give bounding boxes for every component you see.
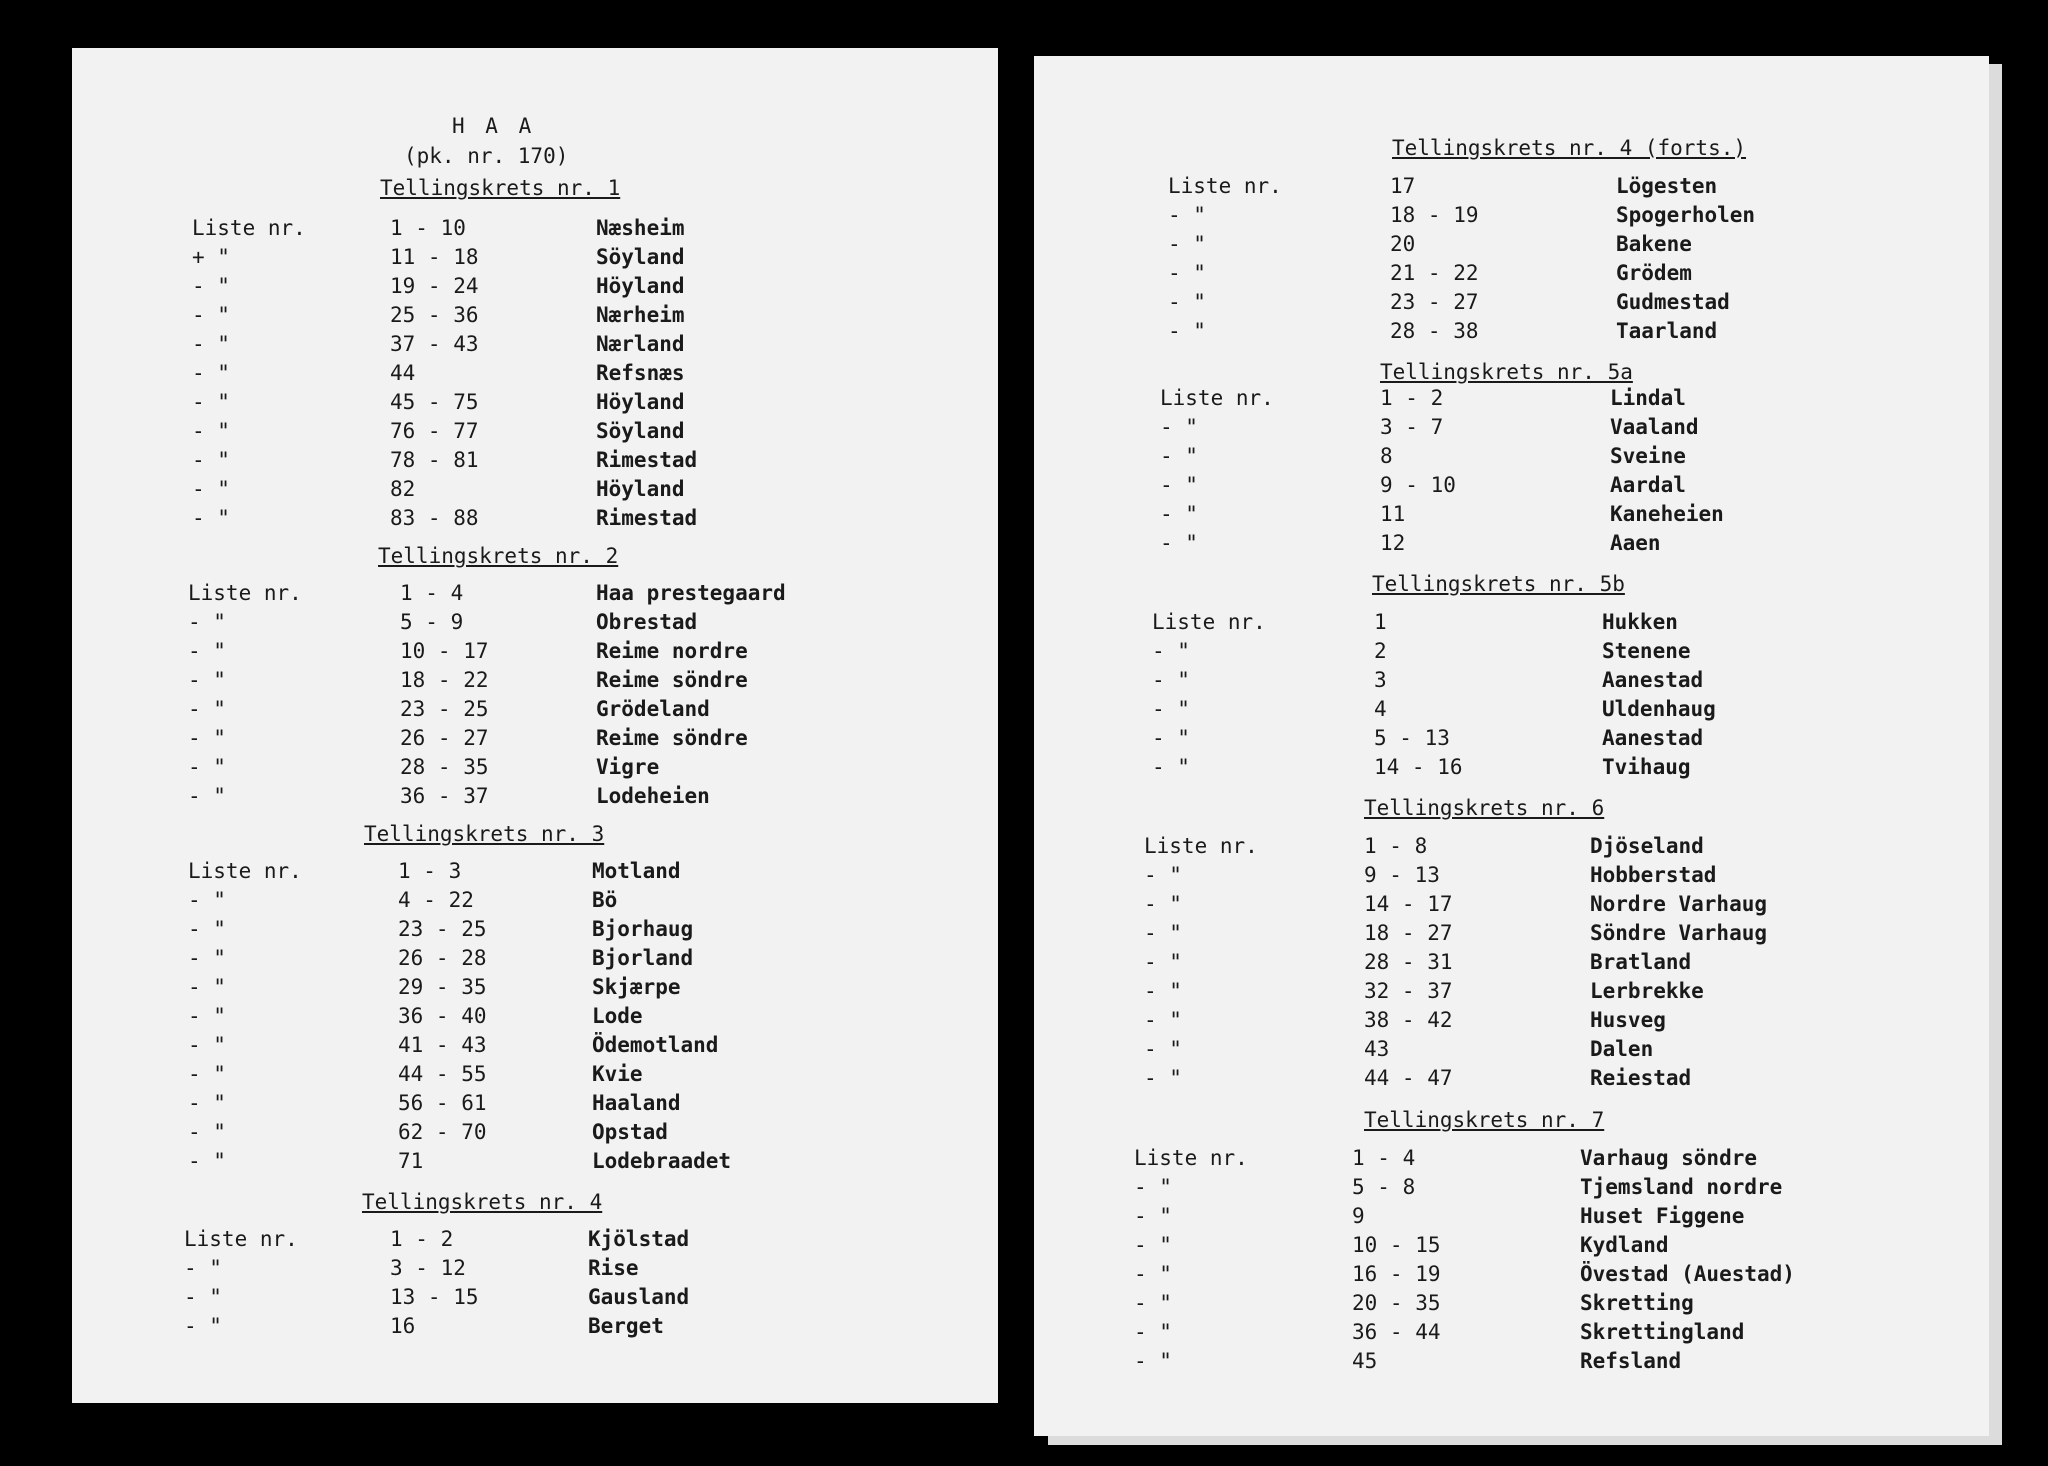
list-row <box>1034 610 1989 639</box>
farm-name: Aanestad <box>1602 726 1704 750</box>
list-number-label: - " <box>192 274 230 298</box>
list-number-label: - " <box>192 506 230 530</box>
list-range: 1 <box>1374 610 1387 634</box>
list-range: 20 <box>1390 232 1416 256</box>
list-range: 9 - 13 <box>1364 863 1440 887</box>
list-row <box>72 1091 998 1120</box>
list-range: 9 <box>1352 1204 1365 1228</box>
list-row <box>1034 531 1989 560</box>
farm-name: Refsnæs <box>596 361 685 385</box>
list-number-label: - " <box>1144 979 1182 1003</box>
farm-name: Vigre <box>596 755 660 779</box>
list-number-label: - " <box>1144 950 1182 974</box>
list-range: 26 - 28 <box>398 946 487 970</box>
farm-name: Nordre Varhaug <box>1590 892 1768 916</box>
list-range: 16 <box>390 1314 416 1338</box>
list-row <box>1034 668 1989 697</box>
list-number-label: - " <box>188 1149 226 1173</box>
list-range: 1 - 2 <box>390 1227 454 1251</box>
list-range: 82 <box>390 477 416 501</box>
farm-name: Haa prestegaard <box>596 581 786 605</box>
farm-name: Bakene <box>1616 232 1692 256</box>
list-range: 10 - 17 <box>400 639 489 663</box>
list-row <box>1034 174 1989 203</box>
list-number-label: - " <box>1144 892 1182 916</box>
list-number-label: - " <box>188 668 226 692</box>
list-number-label: - " <box>1168 319 1206 343</box>
list-row <box>1034 444 1989 473</box>
list-row <box>1034 1204 1989 1233</box>
list-range: 1 - 4 <box>1352 1146 1416 1170</box>
farm-name: Höyland <box>596 274 685 298</box>
list-number-label: - " <box>1160 444 1198 468</box>
list-row <box>72 975 998 1004</box>
list-row <box>1034 1037 1989 1066</box>
list-number-label: - " <box>1144 1066 1182 1090</box>
list-range: 44 - 55 <box>398 1062 487 1086</box>
farm-name: Huset Figgene <box>1580 1204 1745 1228</box>
list-row <box>1034 834 1989 863</box>
list-number-label: - " <box>188 697 226 721</box>
list-range: 4 <box>1374 697 1387 721</box>
farm-name: Nærland <box>596 332 685 356</box>
list-number-label: - " <box>188 784 226 808</box>
farm-name: Rimestad <box>596 506 698 530</box>
list-range: 3 - 12 <box>390 1256 466 1280</box>
list-row <box>72 477 998 506</box>
list-row <box>1034 1233 1989 1262</box>
section-heading: Tellingskrets nr. 5a <box>1380 360 1633 384</box>
farm-name: Tvihaug <box>1602 755 1691 779</box>
list-range: 76 - 77 <box>390 419 479 443</box>
farm-name: Haaland <box>592 1091 681 1115</box>
farm-name: Skrettingland <box>1580 1320 1745 1344</box>
list-row <box>72 755 998 784</box>
list-number-label: - " <box>1168 261 1206 285</box>
list-number-label: - " <box>188 1120 226 1144</box>
farm-name: Hukken <box>1602 610 1678 634</box>
list-range: 19 - 24 <box>390 274 479 298</box>
list-range: 11 - 18 <box>390 245 479 269</box>
farm-name: Nærheim <box>596 303 685 327</box>
list-range: 12 <box>1380 531 1406 555</box>
page-title: H A A <box>452 114 536 138</box>
list-number-label: + " <box>192 245 230 269</box>
list-row <box>72 1314 998 1343</box>
farm-name: Djöseland <box>1590 834 1704 858</box>
list-number-label: - " <box>192 477 230 501</box>
list-range: 1 - 8 <box>1364 834 1428 858</box>
farm-name: Aanestad <box>1602 668 1704 692</box>
list-row <box>1034 979 1989 1008</box>
farm-name: Obrestad <box>596 610 698 634</box>
list-range: 45 <box>1352 1349 1378 1373</box>
list-range: 5 - 9 <box>400 610 464 634</box>
list-number-label: - " <box>192 303 230 327</box>
list-number-label: - " <box>1160 531 1198 555</box>
farm-name: Motland <box>592 859 681 883</box>
list-number-label: - " <box>1134 1204 1172 1228</box>
list-number-label: - " <box>1134 1262 1172 1286</box>
list-row <box>72 1120 998 1149</box>
list-number-label: - " <box>188 1004 226 1028</box>
list-row <box>1034 415 1989 444</box>
list-range: 37 - 43 <box>390 332 479 356</box>
farm-name: Höyland <box>596 390 685 414</box>
list-number-label: - " <box>1134 1175 1172 1199</box>
list-range: 28 - 35 <box>400 755 489 779</box>
farm-name: Lode <box>592 1004 643 1028</box>
farm-name: Hobberstad <box>1590 863 1717 887</box>
list-range: 62 - 70 <box>398 1120 487 1144</box>
farm-name: Vaaland <box>1610 415 1699 439</box>
list-range: 25 - 36 <box>390 303 479 327</box>
list-range: 23 - 27 <box>1390 290 1479 314</box>
list-row <box>72 697 998 726</box>
farm-name: Reiestad <box>1590 1066 1692 1090</box>
list-number-label: - " <box>188 1091 226 1115</box>
list-range: 29 - 35 <box>398 975 487 999</box>
list-number-label: - " <box>1168 290 1206 314</box>
farm-name: Tjemsland nordre <box>1580 1175 1783 1199</box>
farm-name: Aardal <box>1610 473 1686 497</box>
farm-name: Næsheim <box>596 216 685 240</box>
list-row <box>72 506 998 535</box>
list-row <box>72 726 998 755</box>
list-range: 36 - 40 <box>398 1004 487 1028</box>
section-heading: Tellingskrets nr. 1 <box>380 176 621 200</box>
list-row <box>72 390 998 419</box>
list-number-label: - " <box>188 1033 226 1057</box>
list-number-label: - " <box>188 888 226 912</box>
list-number-label: - " <box>192 361 230 385</box>
list-range: 45 - 75 <box>390 390 479 414</box>
list-range: 14 - 16 <box>1374 755 1463 779</box>
list-row <box>1034 203 1989 232</box>
list-range: 17 <box>1390 174 1416 198</box>
section-heading: Tellingskrets nr. 5b <box>1372 572 1625 596</box>
list-number-label: Liste nr. <box>188 581 302 605</box>
farm-name: Skjærpe <box>592 975 681 999</box>
list-range: 28 - 31 <box>1364 950 1453 974</box>
list-number-label: - " <box>1152 697 1190 721</box>
list-row <box>72 1285 998 1314</box>
list-range: 43 <box>1364 1037 1390 1061</box>
list-row <box>1034 232 1989 261</box>
list-number-label: - " <box>188 975 226 999</box>
list-row <box>1034 1291 1989 1320</box>
section-heading: Tellingskrets nr. 3 <box>364 822 605 846</box>
list-number-label: - " <box>184 1256 222 1280</box>
farm-name: Spogerholen <box>1616 203 1756 227</box>
list-number-label: - " <box>1160 415 1198 439</box>
farm-name: Varhaug söndre <box>1580 1146 1758 1170</box>
section-heading: Tellingskrets nr. 7 <box>1364 1108 1605 1132</box>
list-range: 32 - 37 <box>1364 979 1453 1003</box>
list-range: 1 - 2 <box>1380 386 1444 410</box>
farm-name: Opstad <box>592 1120 668 1144</box>
list-number-label: - " <box>1168 232 1206 256</box>
list-range: 56 - 61 <box>398 1091 487 1115</box>
list-row <box>72 1062 998 1091</box>
list-number-label: - " <box>188 946 226 970</box>
list-row <box>72 668 998 697</box>
farm-name: Reime nordre <box>596 639 748 663</box>
farm-name: Refsland <box>1580 1349 1682 1373</box>
list-range: 5 - 8 <box>1352 1175 1416 1199</box>
list-row <box>1034 319 1989 348</box>
list-number-label: - " <box>188 1062 226 1086</box>
list-number-label: - " <box>1152 726 1190 750</box>
farm-name: Gausland <box>588 1285 690 1309</box>
list-number-label: - " <box>1168 203 1206 227</box>
section-heading: Tellingskrets nr. 4 (forts.) <box>1392 136 1747 160</box>
list-row <box>1034 1175 1989 1204</box>
list-row <box>72 610 998 639</box>
list-row <box>1034 473 1989 502</box>
list-number-label: - " <box>188 726 226 750</box>
list-number-label: - " <box>188 639 226 663</box>
list-row <box>72 332 998 361</box>
list-number-label: - " <box>1144 1008 1182 1032</box>
list-number-label: Liste nr. <box>1168 174 1282 198</box>
list-range: 36 - 44 <box>1352 1320 1441 1344</box>
list-row <box>72 1227 998 1256</box>
farm-name: Grödeland <box>596 697 710 721</box>
list-row <box>72 917 998 946</box>
farm-name: Rimestad <box>596 448 698 472</box>
list-row <box>1034 892 1989 921</box>
farm-name: Taarland <box>1616 319 1718 343</box>
list-row <box>72 1033 998 1062</box>
list-range: 83 - 88 <box>390 506 479 530</box>
list-range: 5 - 13 <box>1374 726 1450 750</box>
list-row <box>72 274 998 303</box>
list-number-label: - " <box>1144 863 1182 887</box>
list-number-label: Liste nr. <box>1152 610 1266 634</box>
list-row <box>72 419 998 448</box>
list-number-label: - " <box>188 755 226 779</box>
farm-name: Lindal <box>1610 386 1686 410</box>
farm-name: Kjölstad <box>588 1227 690 1251</box>
package-number: (pk. nr. 170) <box>404 144 569 168</box>
farm-name: Aaen <box>1610 531 1661 555</box>
list-range: 13 - 15 <box>390 1285 479 1309</box>
list-range: 21 - 22 <box>1390 261 1479 285</box>
list-range: 36 - 37 <box>400 784 489 808</box>
list-number-label: - " <box>192 419 230 443</box>
list-number-label: - " <box>1144 921 1182 945</box>
list-number-label: - " <box>192 332 230 356</box>
list-range: 1 - 10 <box>390 216 466 240</box>
farm-name: Uldenhaug <box>1602 697 1716 721</box>
list-row <box>1034 950 1989 979</box>
list-range: 26 - 27 <box>400 726 489 750</box>
list-number-label: - " <box>1134 1233 1172 1257</box>
farm-name: Bjorhaug <box>592 917 694 941</box>
list-row <box>1034 386 1989 415</box>
farm-name: Sveine <box>1610 444 1686 468</box>
list-number-label: - " <box>1152 755 1190 779</box>
list-number-label: - " <box>1152 639 1190 663</box>
farm-name: Bratland <box>1590 950 1692 974</box>
list-row <box>1034 261 1989 290</box>
list-number-label: - " <box>188 610 226 634</box>
list-range: 8 <box>1380 444 1393 468</box>
list-range: 78 - 81 <box>390 448 479 472</box>
list-range: 23 - 25 <box>400 697 489 721</box>
list-range: 18 - 19 <box>1390 203 1479 227</box>
farm-name: Lodebraadet <box>592 1149 732 1173</box>
list-row <box>1034 1146 1989 1175</box>
section-heading: Tellingskrets nr. 4 <box>362 1190 603 1214</box>
list-range: 41 - 43 <box>398 1033 487 1057</box>
list-row <box>1034 863 1989 892</box>
list-row <box>72 448 998 477</box>
farm-name: Söyland <box>596 245 685 269</box>
list-range: 11 <box>1380 502 1406 526</box>
list-row <box>72 1149 998 1178</box>
list-range: 3 - 7 <box>1380 415 1444 439</box>
list-number-label: - " <box>192 448 230 472</box>
farm-name: Lögesten <box>1616 174 1718 198</box>
list-range: 38 - 42 <box>1364 1008 1453 1032</box>
list-row <box>72 888 998 917</box>
farm-name: Reime söndre <box>596 726 748 750</box>
list-row <box>72 859 998 888</box>
list-number-label: Liste nr. <box>188 859 302 883</box>
list-range: 14 - 17 <box>1364 892 1453 916</box>
farm-name: Bö <box>592 888 618 912</box>
farm-name: Ödemotland <box>592 1033 719 1057</box>
farm-name: Lodeheien <box>596 784 710 808</box>
list-number-label: - " <box>1160 502 1198 526</box>
list-number-label: - " <box>184 1314 222 1338</box>
list-row <box>72 581 998 610</box>
farm-name: Kaneheien <box>1610 502 1724 526</box>
list-row <box>72 216 998 245</box>
list-row <box>72 303 998 332</box>
farm-name: Höyland <box>596 477 685 501</box>
farm-name: Rise <box>588 1256 639 1280</box>
farm-name: Bjorland <box>592 946 694 970</box>
list-range: 23 - 25 <box>398 917 487 941</box>
list-range: 2 <box>1374 639 1387 663</box>
list-range: 4 - 22 <box>398 888 474 912</box>
list-row <box>1034 1008 1989 1037</box>
list-range: 16 - 19 <box>1352 1262 1441 1286</box>
list-range: 20 - 35 <box>1352 1291 1441 1315</box>
list-row <box>1034 290 1989 319</box>
list-range: 71 <box>398 1149 424 1173</box>
list-number-label: - " <box>1134 1291 1172 1315</box>
list-number-label: - " <box>1160 473 1198 497</box>
right-page <box>1034 56 1989 1436</box>
farm-name: Kvie <box>592 1062 643 1086</box>
list-row <box>72 784 998 813</box>
list-number-label: Liste nr. <box>1134 1146 1248 1170</box>
list-number-label: - " <box>1134 1349 1172 1373</box>
farm-name: Söyland <box>596 419 685 443</box>
farm-name: Lerbrekke <box>1590 979 1704 1003</box>
farm-name: Dalen <box>1590 1037 1654 1061</box>
farm-name: Stenene <box>1602 639 1691 663</box>
list-row <box>1034 755 1989 784</box>
list-row <box>1034 726 1989 755</box>
list-row <box>1034 697 1989 726</box>
farm-name: Gudmestad <box>1616 290 1730 314</box>
list-row <box>72 361 998 390</box>
list-range: 1 - 3 <box>398 859 462 883</box>
list-row <box>1034 1262 1989 1291</box>
list-number-label: - " <box>192 390 230 414</box>
list-number-label: Liste nr. <box>184 1227 298 1251</box>
list-range: 1 - 4 <box>400 581 464 605</box>
list-number-label: - " <box>188 917 226 941</box>
list-number-label: - " <box>1144 1037 1182 1061</box>
list-range: 18 - 22 <box>400 668 489 692</box>
list-row <box>1034 502 1989 531</box>
list-range: 9 - 10 <box>1380 473 1456 497</box>
list-row <box>1034 1349 1989 1378</box>
list-row <box>1034 921 1989 950</box>
list-range: 10 - 15 <box>1352 1233 1441 1257</box>
farm-name: Övestad (Auestad) <box>1580 1262 1795 1286</box>
list-number-label: Liste nr. <box>192 216 306 240</box>
list-row <box>72 1004 998 1033</box>
section-heading: Tellingskrets nr. 2 <box>378 544 619 568</box>
farm-name: Reime söndre <box>596 668 748 692</box>
farm-name: Skretting <box>1580 1291 1694 1315</box>
list-row <box>1034 1066 1989 1095</box>
left-page <box>72 48 998 1403</box>
farm-name: Kydland <box>1580 1233 1669 1257</box>
list-row <box>1034 1320 1989 1349</box>
list-range: 3 <box>1374 668 1387 692</box>
list-row <box>1034 639 1989 668</box>
list-number-label: Liste nr. <box>1144 834 1258 858</box>
list-row <box>72 245 998 274</box>
list-number-label: Liste nr. <box>1160 386 1274 410</box>
farm-name: Husveg <box>1590 1008 1666 1032</box>
list-row <box>72 1256 998 1285</box>
list-row <box>72 639 998 668</box>
list-row <box>72 946 998 975</box>
section-heading: Tellingskrets nr. 6 <box>1364 796 1605 820</box>
list-number-label: - " <box>184 1285 222 1309</box>
farm-name: Berget <box>588 1314 664 1338</box>
list-number-label: - " <box>1134 1320 1172 1344</box>
list-range: 28 - 38 <box>1390 319 1479 343</box>
list-number-label: - " <box>1152 668 1190 692</box>
list-range: 44 <box>390 361 416 385</box>
farm-name: Söndre Varhaug <box>1590 921 1768 945</box>
list-range: 44 - 47 <box>1364 1066 1453 1090</box>
list-range: 18 - 27 <box>1364 921 1453 945</box>
farm-name: Grödem <box>1616 261 1692 285</box>
